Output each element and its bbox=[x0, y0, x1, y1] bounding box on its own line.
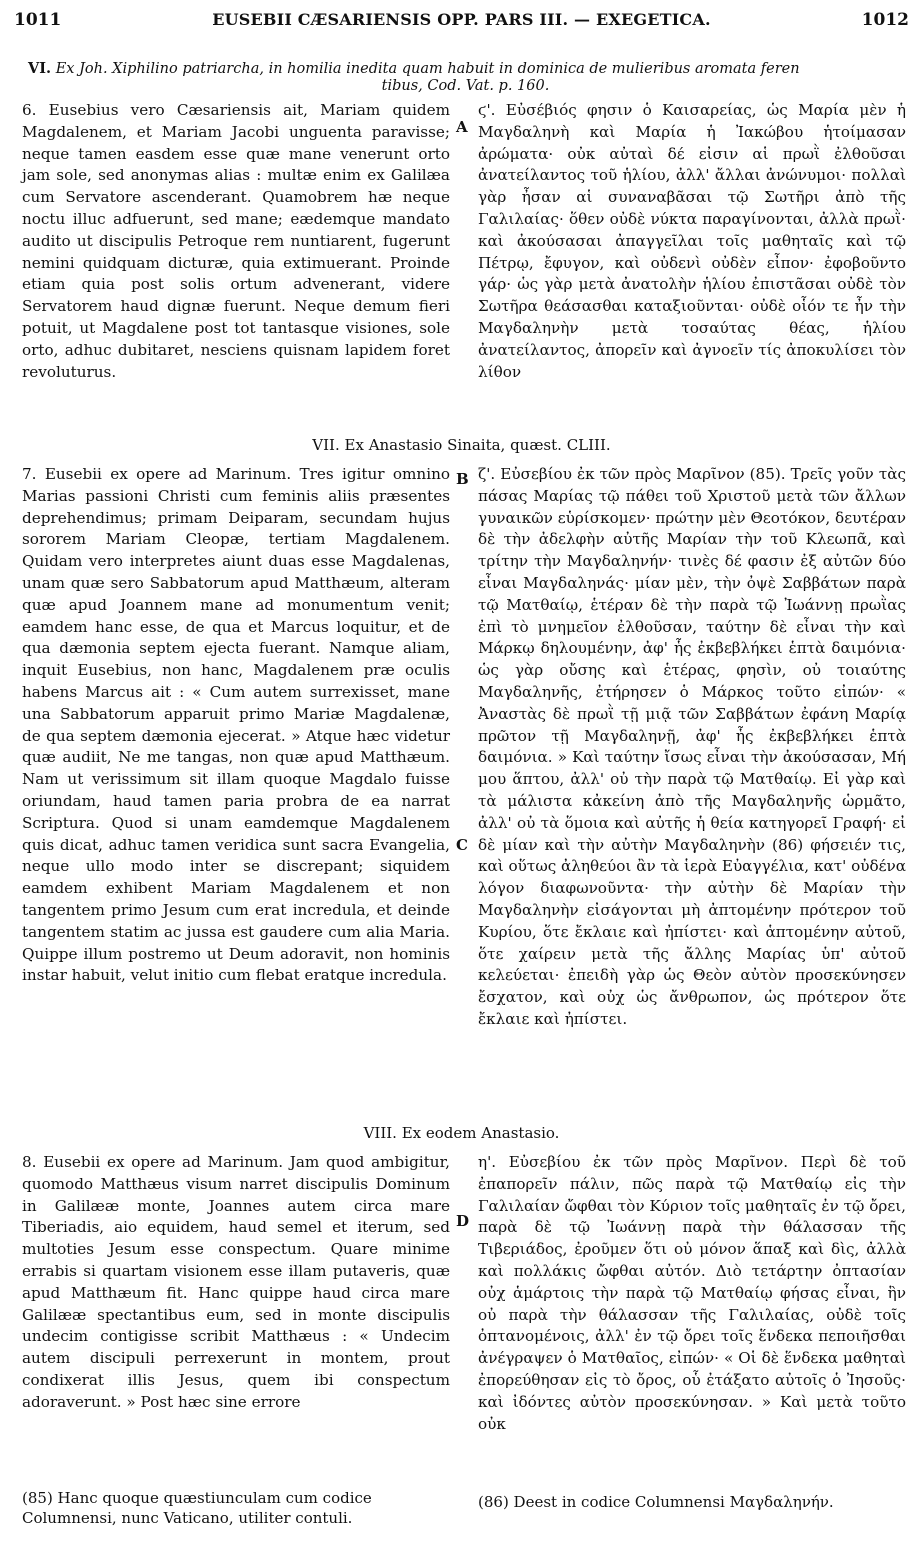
section-6-latin: 6. Eusebius vero Cæsariensis ait, Mariam quidem Magdalenem, et Mariam Jacobi unguenta paravisse; neque tamen easdem esse quæ mane venerunt orto jam sole, sed anonymas alias : multæ enim ex Galilæa cum Servatore ascenderant. Quamobrem hæ neque noctu illuc adfuerunt, sed mane; eædemque mandato audito ut discipulis Petroque rem nuntiarent, fugerunt nemini quidquam dicturæ, quia extimuerant. Proinde etiam quia post solis ortum advenerant, videre Servatorem haud dignæ fuerunt. Neque demum fieri potuit, ut Magdalene post tot tantasque visiones, sole orto, adhuc dubitaret, nesciens quisnam lapidem foret revoluturus. bbox=[22, 101, 450, 381]
section-6-greek: ϛ'. Εὐσέβιός φησιν ὁ Καισαρείας, ὡς Μαρία μὲν ἡ Μαγδαληνὴ καὶ Μαρία ἡ Ἰακώβου ἡτοίμασαν ἀρώματα· οὐκ αὐταὶ δέ εἰσιν αἱ πρωῒ ἐλθοῦσαι ἀνατείλαντος τοῦ ἡλίου, ἀλλ' ἄλλαι ἀνώνυμοι· πολλαὶ γὰρ ἦσαν αἱ συναναβᾶσαι τῷ Σωτῆρι ἀπὸ τῆς Γαλιλαίας· ὅθεν οὐδὲ νύκτα παραγίνονται, ἀλλὰ πρωῒ· καὶ ἀκούσασαι ἀπαγγεῖλαι τοῖς μαθηταῖς καὶ τῷ Πέτρῳ, ἔφυγον, καὶ οὐδενὶ οὐδὲν εἶπον· ἐφοβοῦντο γάρ· ὡς γὰρ μετὰ ἀνατολὴν ἡλίου ἐπιστᾶσαι οὐδὲ τὸν Σωτῆρα θεάσασθαι καταξιοῦνται· οὐδὲ οἷόν τε ἦν τὴν Μαγδαληνὴν μετὰ τοσαύτας θέας, ἡλίου ἀνατείλαντος, ἀπορεῖν καὶ ἀγνοεῖν τίς ἀποκυλίσει τὸν λίθον bbox=[478, 101, 906, 381]
page-number-right: 1012 bbox=[861, 10, 909, 30]
margin-marker-a: A bbox=[456, 118, 468, 136]
running-title: EUSEBII CÆSARIENSIS OPP. PARS III. — EXEGETICA. bbox=[212, 10, 711, 29]
section-7-heading: VII. Ex Anastasio Sinaita, quæst. CLIII. bbox=[312, 436, 611, 454]
section-7-greek: ζ'. Εὐσεβίου ἐκ τῶν πρὸς Μαρῖνον (85). Τρεῖς γοῦν τὰς πάσας Μαρίας τῷ πάθει τοῦ Χριστοῦ μετὰ τῶν ἄλλων γυναικῶν εὑρίσκομεν· πρώτην μὲν Θεοτόκον, δευτέραν δὲ τὴν ἀδελφὴν αὐτῆς Μαρίαν τὴν τοῦ Κλεωπᾶ, καὶ τρίτην τὴν Μαγδαληνήν· τινὲς δέ φασιν ἐξ αὐτῶν δύο εἶναι Μαγδαληνάς· μίαν μὲν, τὴν ὀψὲ Σαββάτων παρὰ τῷ Ματθαίῳ, ἑτέραν δὲ τὴν παρὰ τῷ Ἰωάννῃ πρωῒας ἐπὶ τὸ μνημεῖον ἐλθοῦσαν, ταύτην δὲ εἶναι τὴν καὶ Μάρκῳ δηλουμένην, ἀφ' ἧς ἐκβεβλήκει ἑπτὰ δαιμόνια· ὡς γὰρ οὔσης καὶ ἑτέρας, φησὶν, οὐ τοιαύτης Μαγδαληνῆς, ἐτήρησεν ὁ Μάρκος τοῦτο εἰπών· « Ἀναστὰς δὲ πρωῒ τῇ μιᾷ τῶν Σαββάτων ἐφάνη Μαρίᾳ πρῶτον τῇ Μαγδαληνῇ, ἀφ' ἧς ἐκβεβλήκει ἑπτὰ δαιμόνια. » Καὶ ταύτην ἴσως εἶναι τὴν ἀκούσασαν, Μή μου ἅπτου, ἀλλ' οὐ τὴν παρὰ τῷ Ματθαίῳ. Εἰ γὰρ καὶ τὰ μάλιστα κἀκείνη ἀπὸ τῆς Μαγδαληνῆς ὡρμᾶτο, ἀλλ' οὐ τὰ ὅμοια καὶ αὐτῆς ἡ θεία κατηγορεῖ Γραφή· εἰ δὲ μίαν καὶ τὴν αὐτὴν Μαγδαληνὴν (86) φήσειέν τις, καὶ οὕτως ἀληθεύοι ἂν τὰ ἱερὰ Εὐαγγέλια, κατ' οὐδένα λόγον διαφωνοῦντα· τὴν αὐτὴν δὲ Μαρίαν τὴν Μαγδαληνὴν εἰσάγονται μὴ ἀπτομένην πρότερον τοῦ Κυρίου, ὅτε ἔκλαιε καὶ ἠπίστει· καὶ ἁπτομένην αὐτοῦ, ὅτε χαίρειν μετὰ τῆς ἄλλης Μαρίας ὑπ' αὐτοῦ κελεύεται· ἐπειδὴ γὰρ ὡς Θεὸν αὐτὸν προσεκύνησεν ἔσχατον, καὶ οὐχ ὡς ἄνθρωπον, ὡς πρότερον ὅτε ἔκλαιε καὶ ἠπίστει. bbox=[478, 465, 906, 1028]
margin-marker-c: C bbox=[456, 836, 468, 854]
footnote-85: (85) Hanc quoque quæstiunculam cum codice Columnensi, nunc Vaticano, utiliter contuli. bbox=[22, 1489, 372, 1527]
margin-marker-d: D bbox=[456, 1212, 470, 1230]
section-7-latin: 7. Eusebii ex opere ad Marinum. Tres igitur omnino Marias passioni Christi cum feminis aliis præsentes deprehendimus; primam Deiparam, secundam hujus sororem Mariam Cleopæ, tertiam Magdalenem. Quidam vero interpretes aiunt duas esse Magdalenas, unam quæ sero Sabbatorum apud Matthæum, alteram quæ apud Joannem mane ad monumentum venit; eamdem hanc esse, de qua et Marcus loquitur, et de qua dæmonia septem ejecta fuerant. Namque aliam, inquit Eusebius, non hanc, Magdalenem præ oculis habens Marcus ait : « Cum autem surrexisset, mane una Sabbatorum apparuit primo Mariæ Magdalenæ, de qua septem dæmonia ejecerat. » Atque hæc videtur quæ audiit, Ne me tangas, non quæ apud Matthæum. Nam ut verissimum sit illam quoque Magdalo fuisse oriundam, haud tamen paria probra de ea narrat Scriptura. Quod si unam eamdemque Magdalenem quis dicat, adhuc tamen veridica sunt sacra Evangelia, neque ullo modo inter se discrepant; siquidem eamdem exhibent Mariam Magdalenem et non tangentem primo Jesum cum erat incredula, et deinde tangentem statim ac jussa est gaudere cum alia Maria. Quippe illum postremo ut Deum adoravit, non hominis instar habuit, velut initio cum flebat eratque incredula. bbox=[22, 465, 450, 985]
margin-marker-b: B bbox=[456, 470, 469, 488]
section-6-heading-line1: Ex Joh. Xiphilino patriarcha, in homilia inedita quam habuit in dominica de mulieribus aromata feren bbox=[55, 61, 800, 77]
section-6-number: VI. bbox=[28, 60, 52, 77]
page-number-left: 1011 bbox=[14, 10, 62, 30]
section-8-heading: VIII. Ex eodem Anastasio. bbox=[363, 1124, 560, 1142]
running-header bbox=[14, 6, 909, 36]
footnote-86: (86) Deest in codice Columnensi Μαγδαληνήν. bbox=[478, 1493, 834, 1511]
section-6-heading bbox=[28, 60, 903, 95]
section-6-heading-line2: tibus, Cod. Vat. p. 160. bbox=[381, 78, 550, 94]
section-8-latin: 8. Eusebii ex opere ad Marinum. Jam quod ambigitur, quomodo Matthæus visum narret discipulis Dominum in Galilææ monte, Joannes autem circa mare Tiberiadis, aio equidem, haud semel et iterum, sed multoties Jesum esse conspectum. Quare minime errabis si quartam visionem esse illam putaveris, quæ apud Matthæum fit. Hanc quippe haud circa mare Galilææ spectantibus eum, sed in monte discipulis undecim contigisse scribit Matthæus : « Undecim autem discipuli perrexerunt in montem, prout condixerat illis Jesus, quem ibi conspectum adoraverunt. » Post hæc sine errore bbox=[22, 1153, 450, 1411]
section-8-greek: η'. Εὐσεβίου ἐκ τῶν πρὸς Μαρῖνον. Περὶ δὲ τοῦ ἐπαπορεῖν πάλιν, πῶς παρὰ τῷ Ματθαίῳ εἰς τὴν Γαλιλαίαν ὤφθαι τὸν Κύριον τοῖς μαθηταῖς ἐν τῷ ὄρει, παρὰ δὲ τῷ Ἰωάννῃ παρὰ τὴν θάλασσαν τῆς Τιβεριάδος, ἐροῦμεν ὅτι οὐ μόνον ἅπαξ καὶ δὶς, ἀλλὰ καὶ πολλάκις ὤφθαι αὐτόν. Διὸ τετάρτην ὀπτασίαν οὐχ ἁμάρτοις τὴν παρὰ τῷ Ματθαίῳ φήσας εἶναι, ἣν οὐ παρὰ τὴν θάλασσαν τῆς Γαλιλαίας, οὐδὲ τοῖς ὀπτανομένοις, ἀλλ' ἐν τῷ ὄρει τοῖς ἕνδεκα πεποιῆσθαι ἀνέγραψεν ὁ Ματθαῖος, εἰπών· « Οἱ δὲ ἕνδεκα μαθηταὶ ἐπορεύθησαν εἰς τὸ ὄρος, οὗ ἐτάξατο αὐτοῖς ὁ Ἰησοῦς· καὶ ἰδόντες αὐτὸν προσεκύνησαν. » Καὶ μετὰ τοῦτο οὐκ bbox=[478, 1153, 906, 1433]
